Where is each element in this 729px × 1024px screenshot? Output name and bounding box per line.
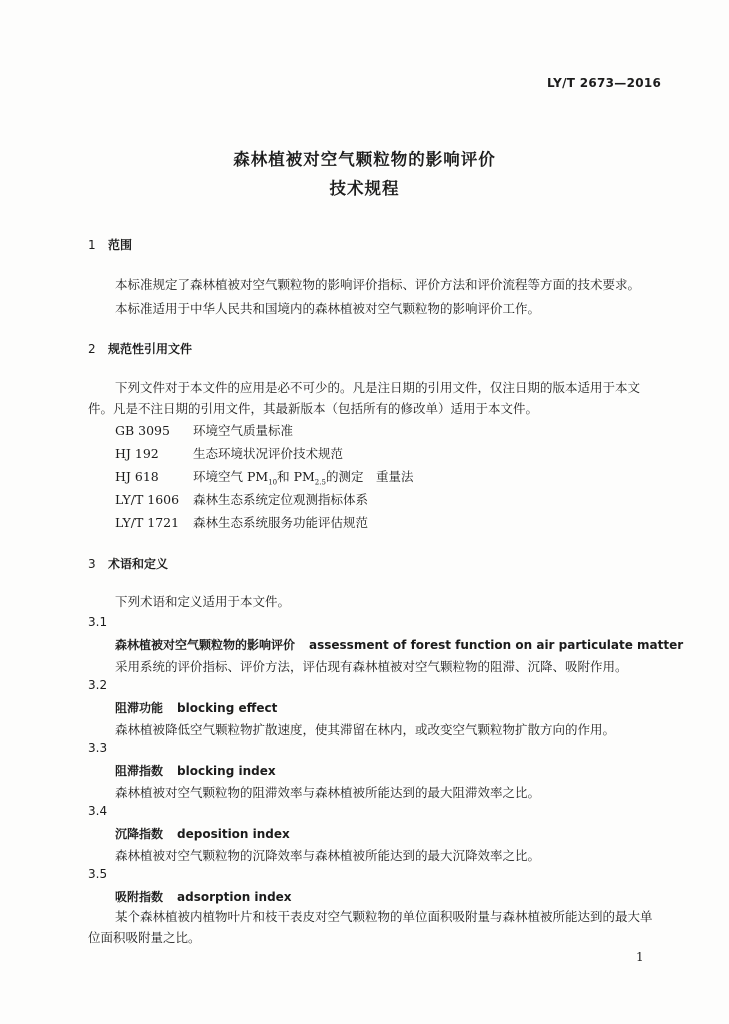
reference-item [115,513,368,531]
term-en: adsorption index [177,890,292,904]
page-number: 1 [636,950,644,964]
reference-code: HJ 618 [115,469,159,484]
paragraph: 下列术语和定义适用于本文件。 [115,594,291,609]
term-cn: 吸附指数 [115,890,164,904]
reference-code: HJ 192 [115,446,159,461]
clause-number: 3.3 [88,741,108,755]
reference-code: LY/T 1721 [115,515,180,530]
reference-item [115,421,293,439]
term-cn: 阻滞指数 [115,764,164,778]
paragraph: 本标准规定了森林植被对空气颗粒物的影响评价指标、评价方法和评价流程等方面的技术要求。 [115,277,641,292]
paragraph: 本标准适用于中华人民共和国境内的森林植被对空气颗粒物的影响评价工作。 [115,301,541,316]
clause-number: 3.5 [88,867,108,881]
term-en: assessment of forest function on air particulate matter [309,638,684,652]
term-definition: 某个森林植被内植物叶片和枝干表皮对空气颗粒物的单位面积吸附量与森林植被所能达到的最大单位面积吸附量之比。 [88,909,653,945]
term-definition: 森林植被对空气颗粒物的阻滞效率与森林植被所能达到的最大阻滞效率之比。 [115,785,541,800]
reference-name: 生态环境状况评价技术规范 [193,446,344,461]
term-cn: 森林植被对空气颗粒物的影响评价 [115,638,296,652]
reference-code: GB 3095 [115,423,170,438]
term-definition: 森林植被对空气颗粒物的沉降效率与森林植被所能达到的最大沉降效率之比。 [115,848,541,863]
paragraph: 下列文件对于本文件的应用是必不可少的。凡是注日期的引用文件，仅注日期的版本适用于本文件。凡是不注日期的引用文件，其最新版本（包括所有的修改单）适用于本文件。 [88,380,641,416]
term-heading [115,762,276,779]
section-number: 2 [88,342,96,356]
section-heading-scope [88,236,132,253]
reference-name: 森林生态系统定位观测指标体系 [193,492,369,507]
doc-title: 森林植被对空气颗粒物的影响评价 [233,150,496,169]
clause-number: 3.4 [88,804,108,818]
term-heading [115,888,292,905]
section-heading-refs [88,340,192,357]
clause-number: 3.2 [88,678,108,692]
reference-name: 环境空气 $PM_{10}$和 $PM_{2.5}$的测定 重量法 [193,469,414,487]
section-title: 术语和定义 [108,557,169,571]
section-heading-terms [88,555,168,572]
reference-item [115,444,343,462]
section-title: 范围 [108,238,133,252]
term-cn: 阻滞功能 [115,701,164,715]
section-title: 规范性引用文件 [108,342,193,356]
reference-item [115,467,413,487]
doc-subtitle: 技术规程 [329,179,400,198]
section-number: 3 [88,557,96,571]
reference-name: 环境空气质量标准 [193,423,294,438]
reference-name: 森林生态系统服务功能评估规范 [193,515,369,530]
term-heading [115,825,290,842]
term-en: blocking effect [177,701,278,715]
term-cn: 沉降指数 [115,827,164,841]
term-definition: 采用系统的评价指标、评价方法，评估现有森林植被对空气颗粒物的阻滞、沉降、吸附作用。 [115,659,628,674]
term-definition: 森林植被降低空气颗粒物扩散速度，使其滞留在林内，或改变空气颗粒物扩散方向的作用。 [115,722,616,737]
reference-item [115,490,368,508]
reference-code: LY/T 1606 [115,492,180,507]
term-heading [115,636,683,653]
term-en: blocking index [177,764,276,778]
term-en: deposition index [177,827,290,841]
standard-code: LY/T 2673—2016 [547,76,662,90]
section-number: 1 [88,238,96,252]
term-heading [115,699,277,716]
clause-number: 3.1 [88,615,108,629]
